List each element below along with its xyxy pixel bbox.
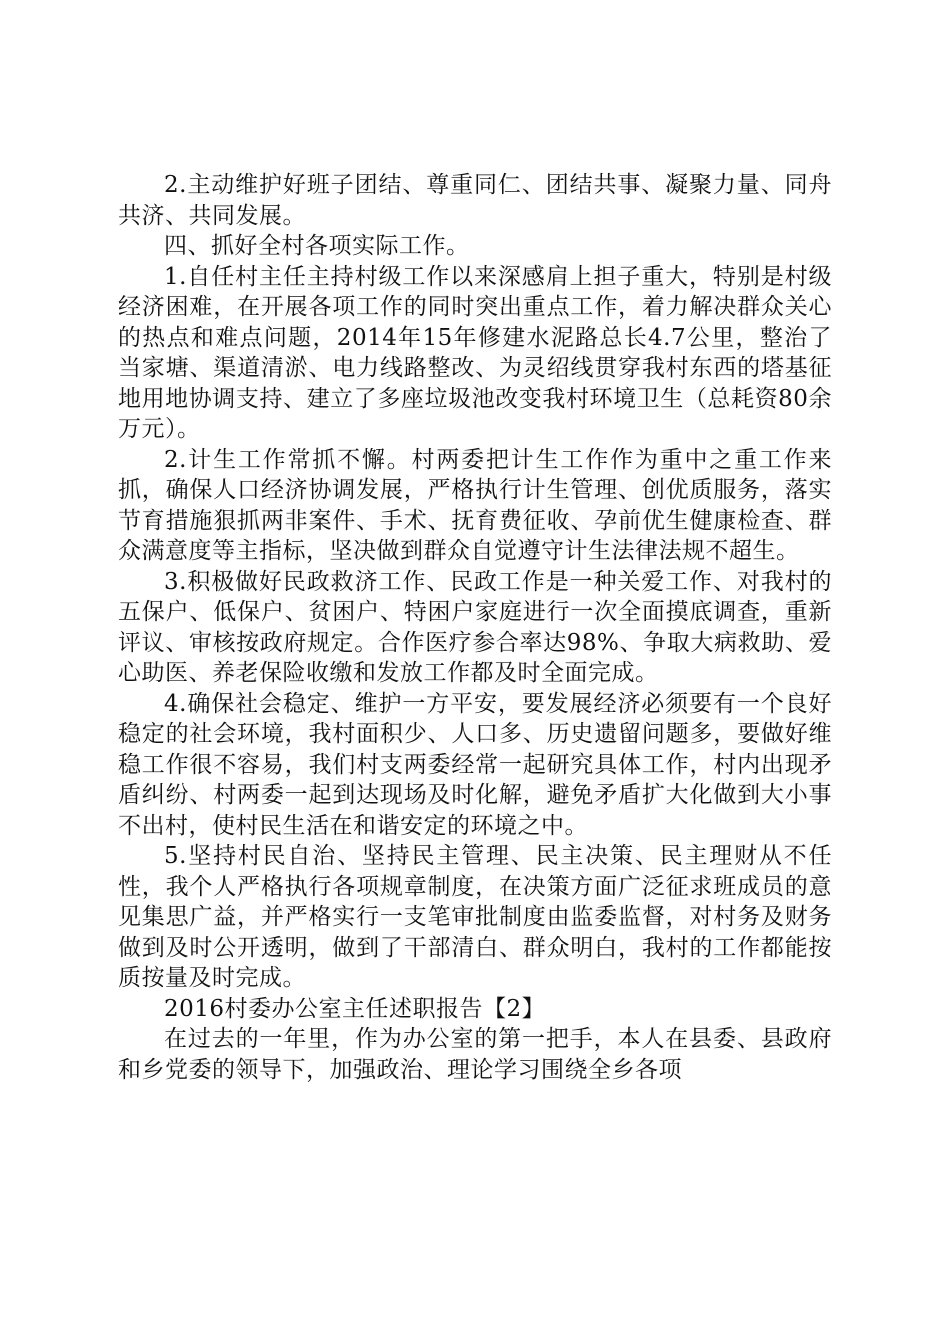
report-title: 2016村委办公室主任述职报告【2】 <box>164 995 546 1022</box>
paragraph-village-work: 1.自任村主任主持村级工作以来深感肩上担子重大，特别是村级经济困难，在开展各项工作的同时突出重点工作，着力解决群众关心的热点和难点问题，2014年15年修建水泥路总长4.7公里，整治了当家塘、渠道清淤、电力线路整改、为灵绍线贯穿我村东西的塔基征地用地协调支持、建立了多座垃圾池改变我村环境卫生（总耗资80余万元）。 <box>118 263 832 442</box>
paragraph-social-stability: 4.确保社会稳定、维护一方平安，要发展经济必须要有一个良好稳定的社会环境，我村面积少、人口多、历史遗留问题多，要做好维稳工作很不容易，我们村支两委经常一起研究具体工作，村内出现矛盾纠纷、村两委一起到达现场及时化解，避免矛盾扩大化做到大小事不出村，使村民生活在和谐安定的环境之中。 <box>118 690 832 839</box>
document-body <box>118 170 832 1085</box>
section-heading-work: 四、抓好全村各项实际工作。 <box>164 233 470 259</box>
paragraph-past-year: 在过去的一年里，作为办公室的第一把手，本人在县委、县政府和乡党委的领导下，加强政治、理论学习围绕全乡各项 <box>118 1026 832 1083</box>
paragraph-civil-affairs: 3.积极做好民政救济工作、民政工作是一种关爱工作、对我村的五保户、低保户、贫困户、特困户家庭进行一次全面摸底调查，重新评议、审核按政府规定。合作医疗参合率达98%、争取大病救助、爱心助医、养老保险收缴和发放工作都及时全面完成。 <box>118 568 832 686</box>
paragraph-family-planning: 2.计生工作常抓不懈。村两委把计生工作作为重中之重工作来抓，确保人口经济协调发展，严格执行计生管理、创优质服务，落实节育措施狠抓两非案件、手术、抚育费征收、孕前优生健康检查、群众满意度等主指标，坚决做到群众自觉遵守计生法律法规不超生。 <box>118 446 832 564</box>
paragraph-unity: 2.主动维护好班子团结、尊重同仁、团结共事、凝聚力量、同舟共济、共同发展。 <box>118 172 832 229</box>
paragraph-self-governance: 5.坚持村民自治、坚持民主管理、民主决策、民主理财从不任性，我个人严格执行各项规章制度，在决策方面广泛征求班成员的意见集思广益，并严格实行一支笔审批制度由监委监督，对村务及财务做到及时公开透明，做到了干部清白、群众明白，我村的工作都能按质按量及时完成。 <box>118 843 832 991</box>
